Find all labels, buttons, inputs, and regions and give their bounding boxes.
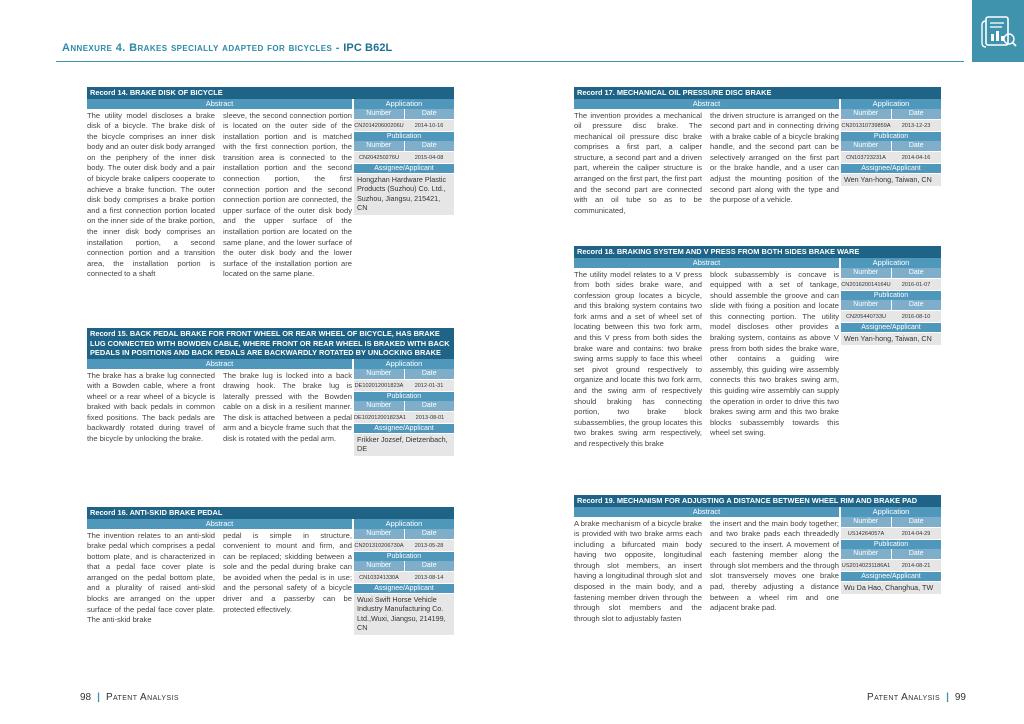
assignee-value: Frikker Jozsef, Dietzenbach, DE [354, 433, 454, 456]
application-number: CN201310739859A [841, 122, 891, 129]
record-body [574, 517, 941, 625]
abstract [574, 109, 839, 217]
record-body [87, 529, 454, 635]
publication-header: Publication [841, 131, 941, 141]
pub-subheader [841, 300, 941, 310]
header-rule [56, 61, 964, 62]
abstract-header: Abstract [574, 258, 839, 268]
footer-right [867, 692, 966, 703]
abstract-column-2: the insert and the main body together; and two brake pads each threadedly secured to the insert. A movement of each fastening member along the through slot members and the through slot transversely moves one brake pad, thereby adjusting a distance between a wheel rim and one adjacent brake pad. [710, 518, 839, 613]
assignee-value: Wen Yan-hong, Taiwan, CN [841, 332, 941, 346]
column-headers [574, 258, 941, 268]
column-headers [87, 99, 454, 109]
number-label: Number [354, 561, 404, 571]
application-header: Application [839, 507, 941, 517]
publication-date: 2015-04-08 [414, 154, 444, 161]
application-number: CN201310206730A [354, 542, 404, 549]
number-label: Number [841, 268, 891, 278]
assignee-value: Wu Da Hao, Changhua, TW [841, 581, 941, 595]
publication-date: 2013-08-14 [414, 574, 444, 581]
publication-number: CN103723231A [846, 154, 886, 161]
publication-number: CN205440733U [845, 313, 887, 320]
publication-date: 2016-08-10 [901, 313, 931, 320]
publication-header: Publication [354, 551, 454, 561]
document-chart-icon [978, 12, 1018, 52]
publication-date: 2014-08-21 [901, 562, 931, 569]
application-panel [352, 109, 454, 281]
application-number: CN201420600206U [354, 122, 404, 129]
application-date: 2013-12-23 [901, 122, 931, 129]
annexure-title [62, 42, 392, 54]
publication-date: 2013-08-01 [415, 414, 445, 421]
application-header: Application [839, 99, 941, 109]
record-15 [87, 328, 454, 456]
abstract-column-1: The invention relates to an anti-skid brake pedal which comprises a pedal bottom plate, and is characterized in that a pedal face cover plate is arranged on the pedal bottom plate, and a plurality of raised anti-skid blocks are arranged on the upper surface of the pedal face cover plate. The anti-skid brake [87, 530, 215, 625]
record-body [574, 109, 941, 217]
number-label: Number [354, 369, 404, 379]
page-header [0, 0, 1024, 66]
footer-left [80, 692, 179, 703]
abstract-column-1: The utility model relates to a V press from both sides brake ware, and confession group locates a bicycle, and this braking system contains two fork arms and a set of wheel set of locating between this two fork arm, and this V press from both sides the brake ware and contains: two brake swing arms supply to face this wheel set pivot ground respectively to organize and locate this two fork arm, and the swing arm of respectively should braking has connecting portion, two brake block subassemblies, the group locates this two brakes swing arm respectively, and respectively this brake [574, 269, 702, 448]
record-title: Record 18. BRAKING SYSTEM AND V PRESS FROM BOTH SIDES BRAKE WARE [574, 246, 941, 258]
number-label: Number [354, 401, 404, 411]
publication-row [354, 151, 454, 163]
pub-subheader [354, 141, 454, 151]
publication-row [841, 310, 941, 322]
date-label: Date [891, 300, 942, 310]
assignee-value: Hongzhan Hardware Plastic Products (Suzhou) Co. Ltd., Suzhou, Jiangsu, 215421, CN [354, 173, 454, 215]
publication-row [841, 151, 941, 163]
abstract-header: Abstract [87, 519, 352, 529]
publication-date: 2014-04-16 [901, 154, 931, 161]
date-label: Date [404, 561, 455, 571]
date-label: Date [891, 268, 942, 278]
application-panel [839, 109, 941, 217]
abstract-column-1: The utility model discloses a brake disk of a bicycle. The brake disk of the bicycle comprises an inner disk body and an outer disk body arranged on the periphery of the inner disk body. The outer disk body and a pair of bicycle brake calipers cooperate to achieve a brake function. The outer disk body comprises a brake portion and a first connection portion located on the inner side of the brake portion, the inner disk body comprises an installation portion, a second connection portion and a transition area, the installation portion is connected to a shaft [87, 110, 215, 279]
assignee-header: Assignee/Applicant [354, 583, 454, 593]
number-label: Number [841, 517, 891, 527]
footer-label-left: Patent Analysis [105, 692, 179, 703]
abstract-column-1: The brake has a brake lug connected with a Bowden cable, where a front wheel or a rear wheel of a bicycle is braked with back pedals in common fixed positions. The back pedals are backwardly rotated during travel of the bicycle by unlocking the brake. [87, 370, 215, 444]
application-header: Application [839, 258, 941, 268]
record-title: Record 17. MECHANICAL OIL PRESSURE DISC BRAKE [574, 87, 941, 99]
publication-number: CN204250276U [358, 154, 400, 161]
abstract [574, 517, 839, 625]
assignee-header: Assignee/Applicant [841, 163, 941, 173]
assignee-value: Wen Yan-hong, Taiwan, CN [841, 173, 941, 187]
publication-header: Publication [841, 539, 941, 549]
record-16 [87, 507, 454, 635]
publication-number: CN103241330A [359, 574, 399, 581]
record-17 [574, 87, 941, 216]
record-title: Record 14. BRAKE DISK OF BICYCLE [87, 87, 454, 99]
abstract-header: Abstract [574, 507, 839, 517]
column-headers [87, 519, 454, 529]
date-label: Date [891, 141, 942, 151]
date-label: Date [404, 141, 455, 151]
assignee-header: Assignee/Applicant [354, 423, 454, 433]
number-label: Number [841, 549, 891, 559]
abstract [574, 268, 839, 450]
abstract-column-1: The invention provides a mechanical oil pressure disc brake. The mechanical oil pressure disc brake comprises a first part, a caliper structure, a second part and a driven part, wherein the caliper structure is arranged on the first part, the first part and the second part are connected with an oil tube so as to be communicated, [574, 110, 702, 215]
pub-subheader [354, 561, 454, 571]
date-label: Date [404, 369, 455, 379]
application-row [841, 527, 941, 539]
publication-number: US20140231186A1 [841, 562, 891, 569]
app-subheader [841, 268, 941, 278]
abstract-column-2: sleeve, the second connection portion is located on the outer side of the installation portion and is matched with the first connection portion, the transition area is connected to the installation portion and the second connection portion, the first connection portion and the second connection portion are connected, the upper surface of the outer disk body and the upper surface of the installation portion are located on the same plane, and the lower surface of the outer disk body and the lower surface of the installation portion are located on the same plane. [223, 110, 352, 279]
application-panel [352, 369, 454, 456]
record-14 [87, 87, 454, 280]
record-title: Record 15. BACK PEDAL BRAKE FOR FRONT WHEEL OR REAR WHEEL OF BICYCLE, HAS BRAKE LUG CONNECTED WITH BOWDEN CABLE, WHERE FRONT OR REAR WHEEL IS BRAKED WITH BACK PEDALS IN POSITIONS AND BACK PEDALS ARE BACKWARDLY ROTATED BY UNLOCKING BRAKE [87, 328, 454, 359]
number-label: Number [841, 109, 891, 119]
application-date: 2014-10-16 [414, 122, 444, 129]
number-label: Number [841, 300, 891, 310]
number-label: Number [354, 529, 404, 539]
date-label: Date [891, 549, 942, 559]
application-panel [839, 517, 941, 625]
pub-subheader [841, 549, 941, 559]
app-subheader [354, 369, 454, 379]
application-header: Application [352, 519, 454, 529]
application-date: 2016-01-07 [901, 281, 931, 288]
footer-separator: | [97, 692, 100, 703]
publication-number: DE102012001823A1 [354, 414, 406, 421]
page-number-right: 99 [954, 692, 966, 703]
application-row [841, 119, 941, 131]
application-header: Application [352, 99, 454, 109]
app-subheader [841, 109, 941, 119]
abstract [87, 369, 352, 456]
record-18 [574, 246, 941, 450]
footer-label-right: Patent Analysis [867, 692, 941, 703]
application-row [354, 379, 454, 391]
date-label: Date [891, 109, 942, 119]
publication-row [354, 571, 454, 583]
publication-header: Publication [841, 290, 941, 300]
record-title: Record 19. MECHANISM FOR ADJUSTING A DISTANCE BETWEEN WHEEL RIM AND BRAKE PAD [574, 495, 941, 507]
record-title: Record 16. ANTI-SKID BRAKE PEDAL [87, 507, 454, 519]
publication-header: Publication [354, 391, 454, 401]
number-label: Number [354, 141, 404, 151]
date-label: Date [891, 517, 942, 527]
publication-header: Publication [354, 131, 454, 141]
column-headers [574, 99, 941, 109]
record-19 [574, 495, 941, 624]
abstract-column-1: A brake mechanism of a bicycle brake is provided with two brake arms each including a bifurcated main body having two opposite, longitudinal through slot members, an insert having a longitudinal through slot and disposed in the main body, and a fastening member driven through the through slot members and the through slot to adjustably fasten [574, 518, 702, 623]
application-number: US14264057A [847, 530, 885, 537]
page-number-left: 98 [80, 692, 92, 703]
abstract-column-2: The brake lug is locked into a back drawing hook. The brake lug is laterally pressed with the Bowden cable on a disk in a resilient manner. The disk is attached between a pedal arm and a bicycle frame such that the disk is rotated with the pedal arm. [223, 370, 352, 444]
application-header: Application [352, 359, 454, 369]
date-label: Date [404, 529, 455, 539]
corner-tab [972, 0, 1024, 62]
pub-subheader [841, 141, 941, 151]
application-number: CN201620014164U [841, 281, 891, 288]
number-label: Number [354, 109, 404, 119]
abstract [87, 529, 352, 635]
record-body [87, 369, 454, 456]
app-subheader [841, 517, 941, 527]
assignee-header: Assignee/Applicant [841, 571, 941, 581]
date-label: Date [404, 401, 455, 411]
app-subheader [354, 529, 454, 539]
application-row [841, 278, 941, 290]
ipc-code: IPC B62L [343, 42, 393, 54]
footer-separator: | [946, 692, 949, 703]
application-row [354, 119, 454, 131]
abstract-header: Abstract [87, 99, 352, 109]
abstract-column-2: pedal is simple in structure, convenient to mount and firm, and can be replaced; skidding between a sole and the pedal during brake can be avoided when the pedal is in use; and the personal safety of a bicycle driver and a passerby can be protected effectively. [223, 530, 352, 614]
application-date: 2012-01-31 [414, 382, 444, 389]
publication-row [841, 559, 941, 571]
application-date: 2014-04-29 [901, 530, 931, 537]
pub-subheader [354, 401, 454, 411]
column-headers [574, 507, 941, 517]
abstract-header: Abstract [574, 99, 839, 109]
record-body [574, 268, 941, 450]
application-row [354, 539, 454, 551]
column-headers [87, 359, 454, 369]
assignee-header: Assignee/Applicant [354, 163, 454, 173]
assignee-value: Wuxi Swift Horse Vehicle Industry Manufacturing Co. Ltd.,Wuxi, Jiangsu, 214199, CN [354, 593, 454, 635]
date-label: Date [404, 109, 455, 119]
abstract-column-2: the driven structure is arranged on the second part and in connecting driving with a brake cable of a bicycle braking handle, and the second part can be selectively arranged on the first part or the brake handle, and a user can adjust the mounting position of the second part along with the type and the purpose of a vehicle. [710, 110, 839, 205]
record-body [87, 109, 454, 281]
application-panel [352, 529, 454, 635]
publication-row [354, 411, 454, 423]
app-subheader [354, 109, 454, 119]
application-panel [839, 268, 941, 450]
assignee-header: Assignee/Applicant [841, 322, 941, 332]
application-date: 2013-05-28 [414, 542, 444, 549]
abstract [87, 109, 352, 281]
number-label: Number [841, 141, 891, 151]
abstract-column-2: block subassembly is concave is equipped with a set of tankage, should assemble the groove and can slide with fixing a position and locate this connecting portion. The utility model discloses other provides a braking system, contains as above V press from both sides the brake ware, other contains a guiding wire assembly, this guiding wire assembly connects this two brakes swing arm, this guiding wire assembly can supply the operation in order to drive this two brakes swing arm and this two brake blocks subassembly towards this wheel set swing. [710, 269, 839, 438]
abstract-header: Abstract [87, 359, 352, 369]
annexure-label: Annexure 4. Brakes specially adapted for bicycles - [62, 42, 344, 54]
application-number: DE102012001823A [354, 382, 404, 389]
